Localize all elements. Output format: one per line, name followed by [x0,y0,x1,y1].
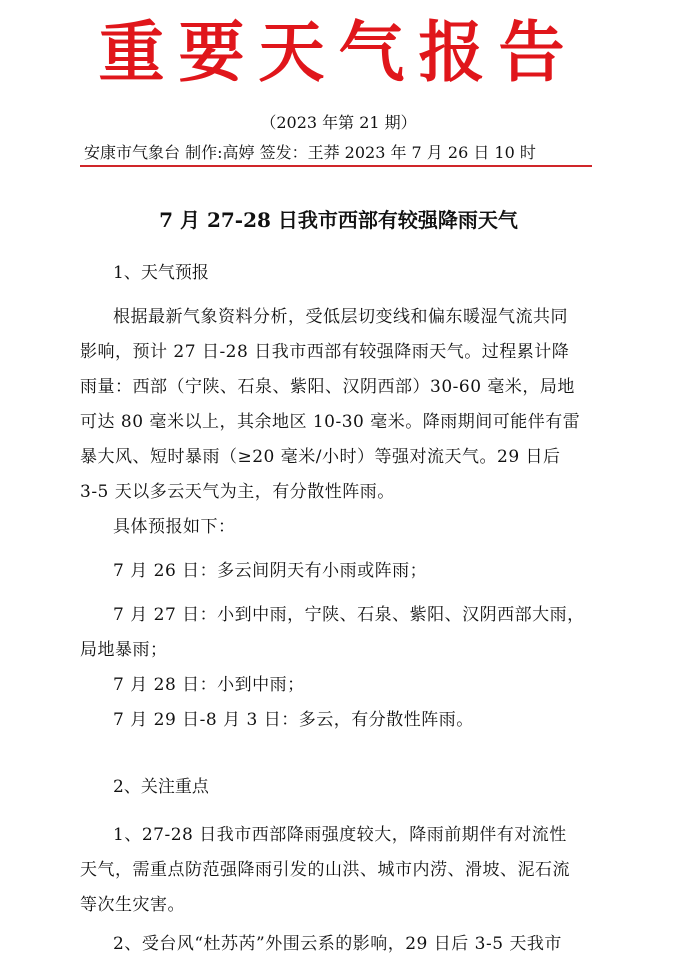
paragraph-line: 影响，预计 27 日-28 日我市西部有较强降雨天气。过程累计降 [80,342,570,362]
paragraph-line: 1、27-28 日我市西部降雨强度较大，降雨前期伴有对流性 [113,825,567,845]
paragraph-line: 2、受台风“杜苏芮”外围云系的影响，29 日后 3-5 天我市 [113,934,562,954]
paragraph-line: 可达 80 毫米以上，其余地区 10-30 毫米。降雨期间可能伴有雷 [80,412,581,432]
paragraph-line: 等次生灾害。 [80,895,185,915]
forecast-day: 7 月 27 日：小到中雨，宁陕、石泉、紫阳、汉阴西部大雨， [113,605,585,625]
report-title: 重要天气报告 [98,13,579,91]
paragraph-line: 3-5 天以多云天气为主，有分散性阵雨。 [80,482,395,502]
forecast-day: 局地暴雨； [80,640,168,660]
paragraph-line: 根据最新气象资料分析，受低层切变线和偏东暖湿气流共同 [113,307,568,327]
paragraph-line: 天气，需重点防范强降雨引发的山洪、城市内涝、滑坡、泥石流 [80,860,570,880]
forecast-day: 7 月 29 日-8 月 3 日：多云，有分散性阵雨。 [113,710,474,730]
issue-number: （2023 年第 21 期） [260,113,417,132]
forecast-day: 7 月 28 日：小到中雨； [113,675,305,695]
forecast-intro: 具体预报如下： [113,517,236,537]
paragraph-line: 雨量：西部（宁陕、石泉、紫阳、汉阴西部）30-60 毫米，局地 [80,377,575,397]
section-heading-forecast: 1、天气预报 [113,263,209,283]
section-heading-focus: 2、关注重点 [113,777,209,797]
byline: 安康市气象台 制作:高婷 签发：王莽 2023 年 7 月 26 日 10 时 [84,143,536,162]
red-divider [80,165,592,167]
forecast-day: 7 月 26 日：多云间阴天有小雨或阵雨； [113,561,428,581]
headline: 7 月 27-28 日我市西部有较强降雨天气 [159,208,518,232]
paragraph-line: 暴大风、短时暴雨（≥20 毫米/小时）等强对流天气。29 日后 [80,447,561,467]
